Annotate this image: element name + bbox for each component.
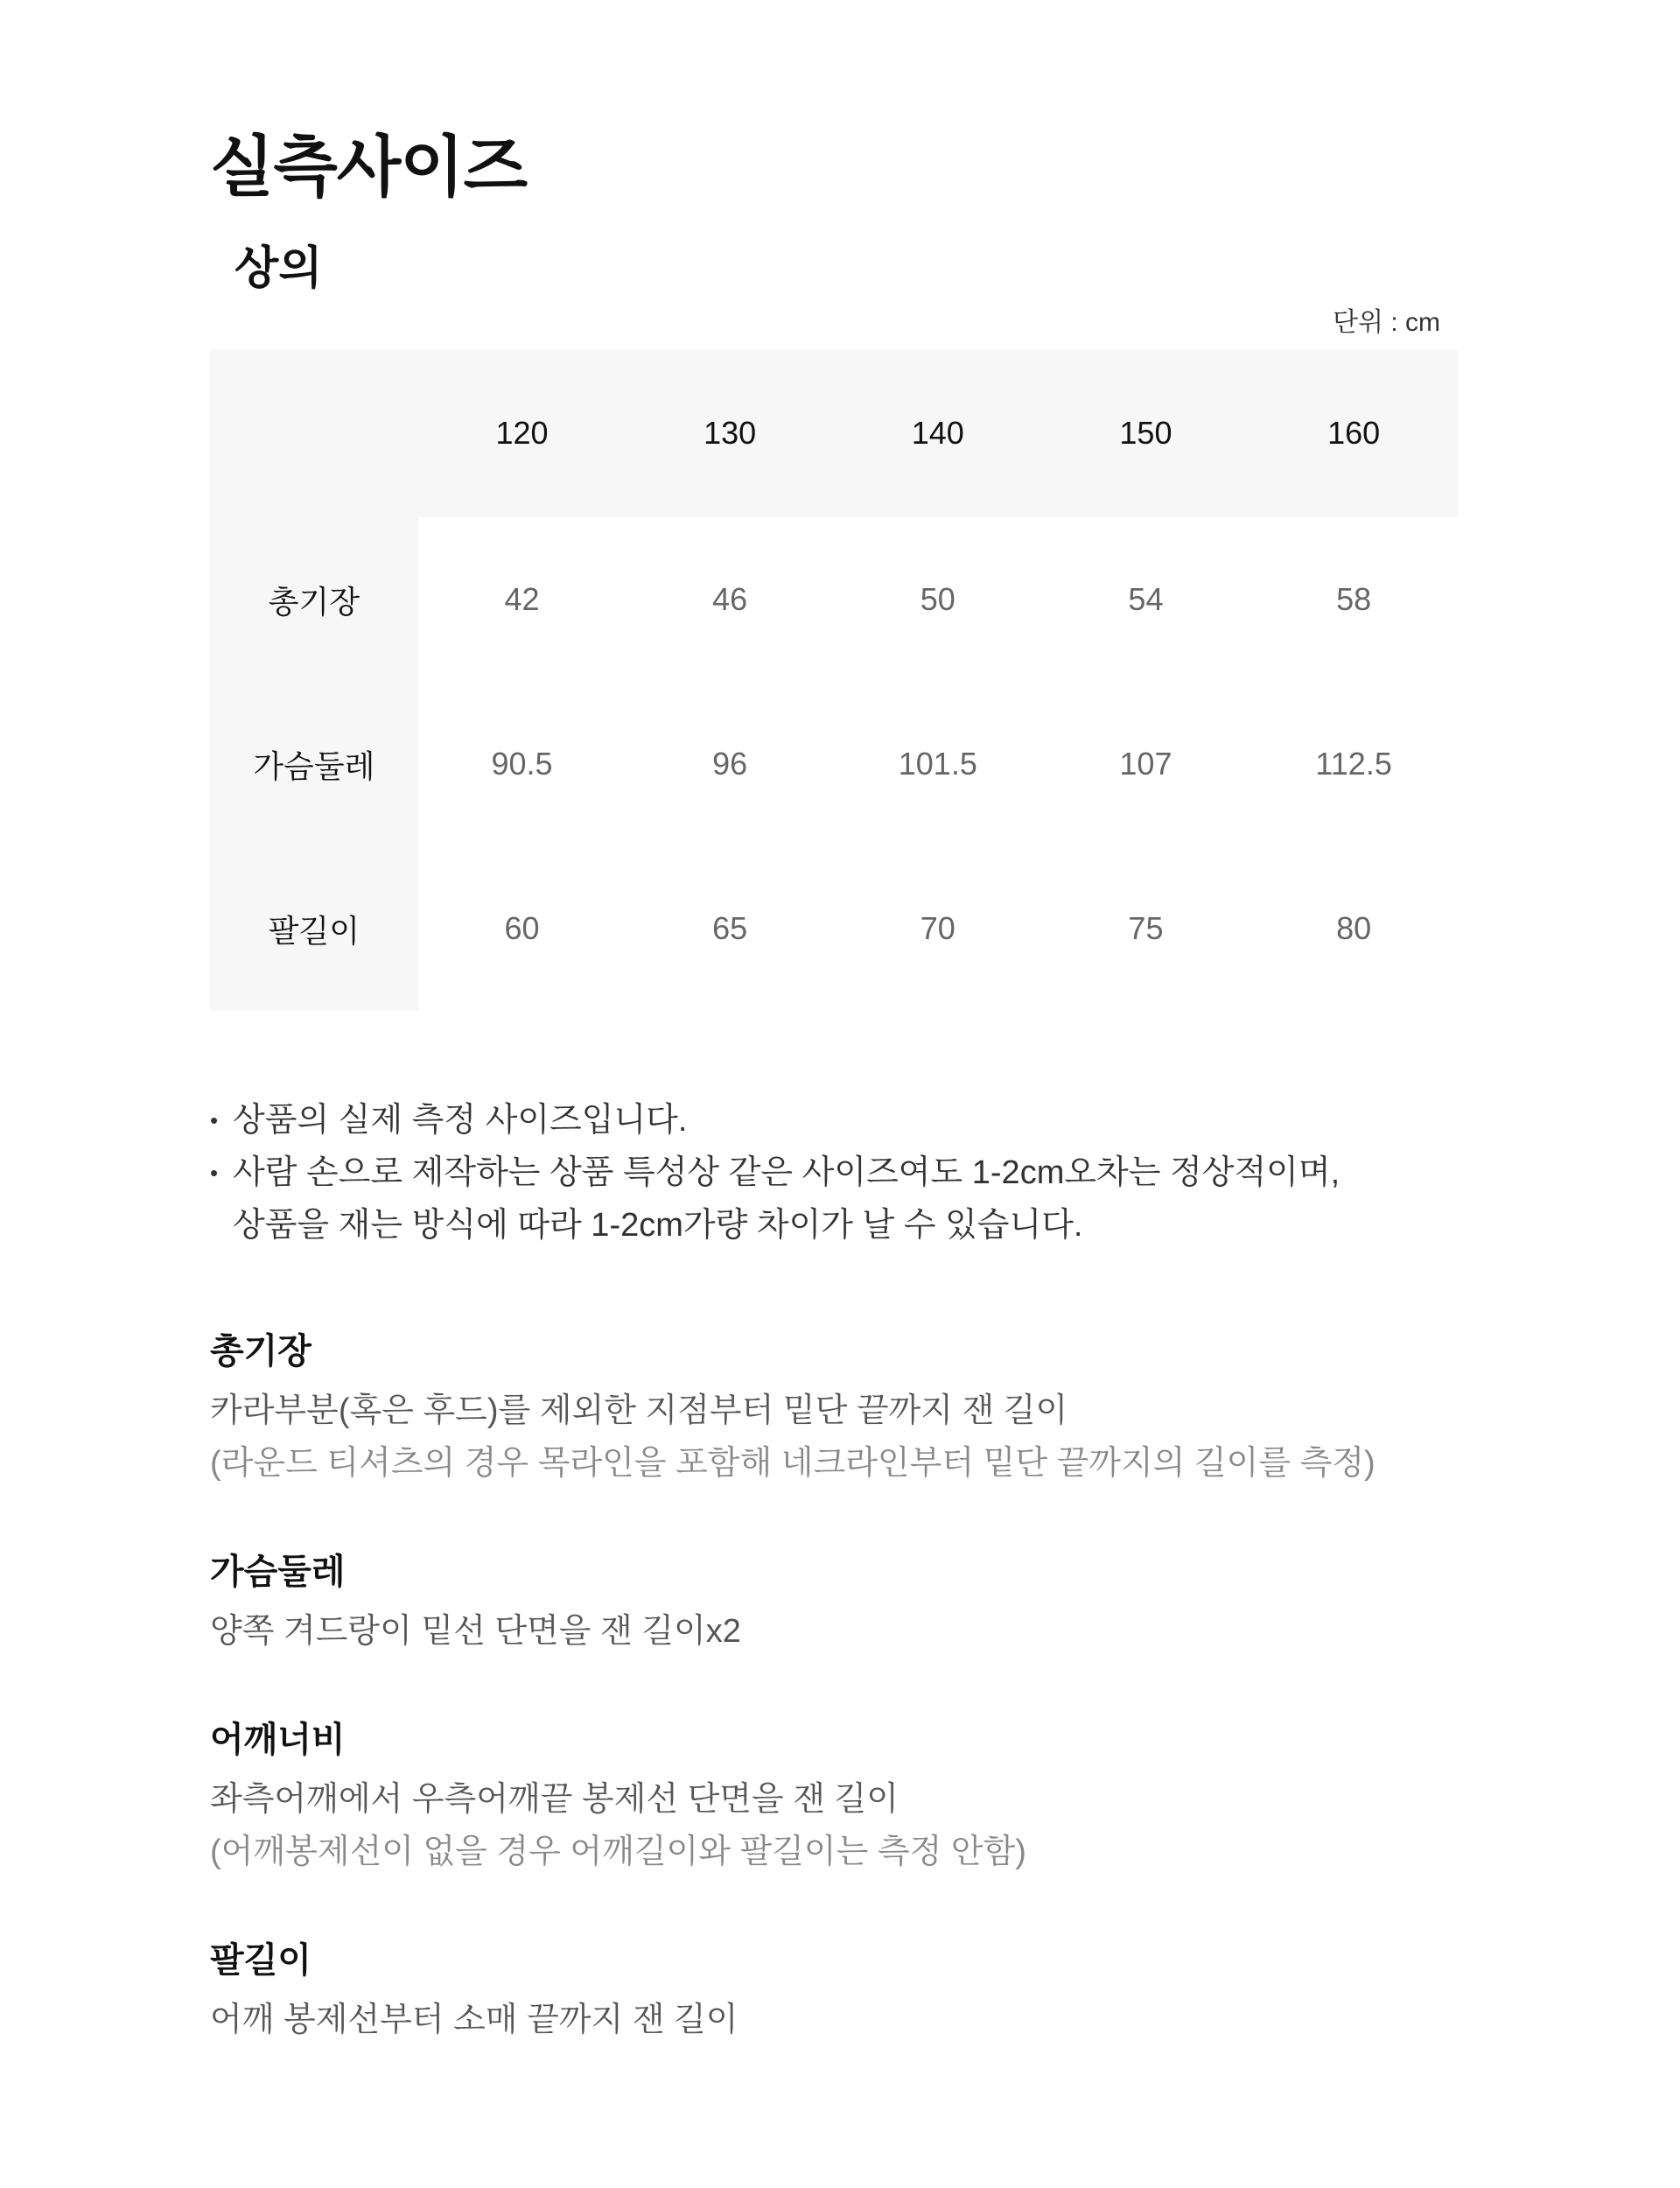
section-description: 좌측어깨에서 우측어깨끝 봉제선 단면을 잰 길이 [210,1781,899,1819]
unit-label: 단위 : cm [1333,308,1440,338]
note-text: 상품의 실제 측정 사이즈입니다. [233,1102,688,1140]
note-text-lines [233,1147,1340,1252]
size-value-cell: 54 [1042,517,1250,682]
row-label: 가슴둘레 [210,682,418,846]
note-text: 상품을 재는 방식에 따라 1-2cm가량 차이가 날 수 있습니다. [233,1207,1083,1245]
size-table [210,349,1458,1011]
size-value-cell: 50 [834,517,1042,682]
size-value-cell: 46 [626,517,834,682]
row-label: 팔길이 [210,846,418,1011]
size-guide-section [210,0,1458,2046]
notes-list [210,1094,1458,1252]
measure-section-sleeve [210,1939,1458,2046]
size-table-header [210,349,1458,517]
size-value-cell: 65 [626,846,834,1011]
size-table-body [210,517,1458,1011]
section-title: 가슴둘레 [210,1553,346,1592]
table-row-sleeve [210,846,1458,1011]
section-description-note: (라운드 티셔츠의 경우 목라인을 포함해 네크라인부터 밑단 끝까지의 길이를 측정) [210,1445,1376,1483]
size-column-header: 130 [626,349,834,517]
size-value-cell: 107 [1042,682,1250,846]
section-title: 팔길이 [210,1941,312,1981]
section-title: 총기장 [210,1332,312,1371]
bullet-icon: • [210,1107,219,1134]
table-header-row [210,349,1458,517]
size-value-cell: 112.5 [1250,682,1458,846]
table-row-chest [210,682,1458,846]
size-column-header: 160 [1250,349,1458,517]
size-value-cell: 70 [834,846,1042,1011]
size-value-cell: 75 [1042,846,1250,1011]
size-value-cell: 42 [418,517,626,682]
size-column-header: 150 [1042,349,1250,517]
size-value-cell: 101.5 [834,682,1042,846]
category-title: 상의 [234,242,323,294]
table-row-total-length [210,517,1458,682]
row-label: 총기장 [210,517,418,682]
table-corner-cell [210,349,418,517]
measure-section-total-length [210,1330,1458,1490]
section-description: 양쪽 겨드랑이 밑선 단면을 잰 길이x2 [210,1613,741,1651]
size-value-cell: 90.5 [418,682,626,846]
section-description: 카라부분(혹은 후드)를 제외한 지점부터 밑단 끝까지 잰 길이 [210,1392,1068,1430]
note-item [210,1147,1458,1252]
size-value-cell: 58 [1250,517,1458,682]
note-item [210,1094,1458,1147]
size-value-cell: 60 [418,846,626,1011]
size-column-header: 120 [418,349,626,517]
page-title: 실측사이즈 [210,130,528,205]
measure-section-shoulder [210,1719,1458,1878]
section-description: 어깨 봉제선부터 소매 끝까지 잰 길이 [210,2002,738,2039]
section-title: 어깨너비 [210,1721,346,1760]
size-column-header: 140 [834,349,1042,517]
section-description-note: (어깨봉제선이 없을 경우 어깨길이와 팔길이는 측정 안함) [210,1834,1026,1871]
note-text-lines [233,1094,687,1147]
size-value-cell: 96 [626,682,834,846]
bullet-icon: • [210,1160,219,1187]
note-text: 사람 손으로 제작하는 상품 특성상 같은 사이즈여도 1-2cm오차는 정상적이며, [233,1154,1340,1192]
measure-section-chest [210,1551,1458,1658]
size-value-cell: 80 [1250,846,1458,1011]
